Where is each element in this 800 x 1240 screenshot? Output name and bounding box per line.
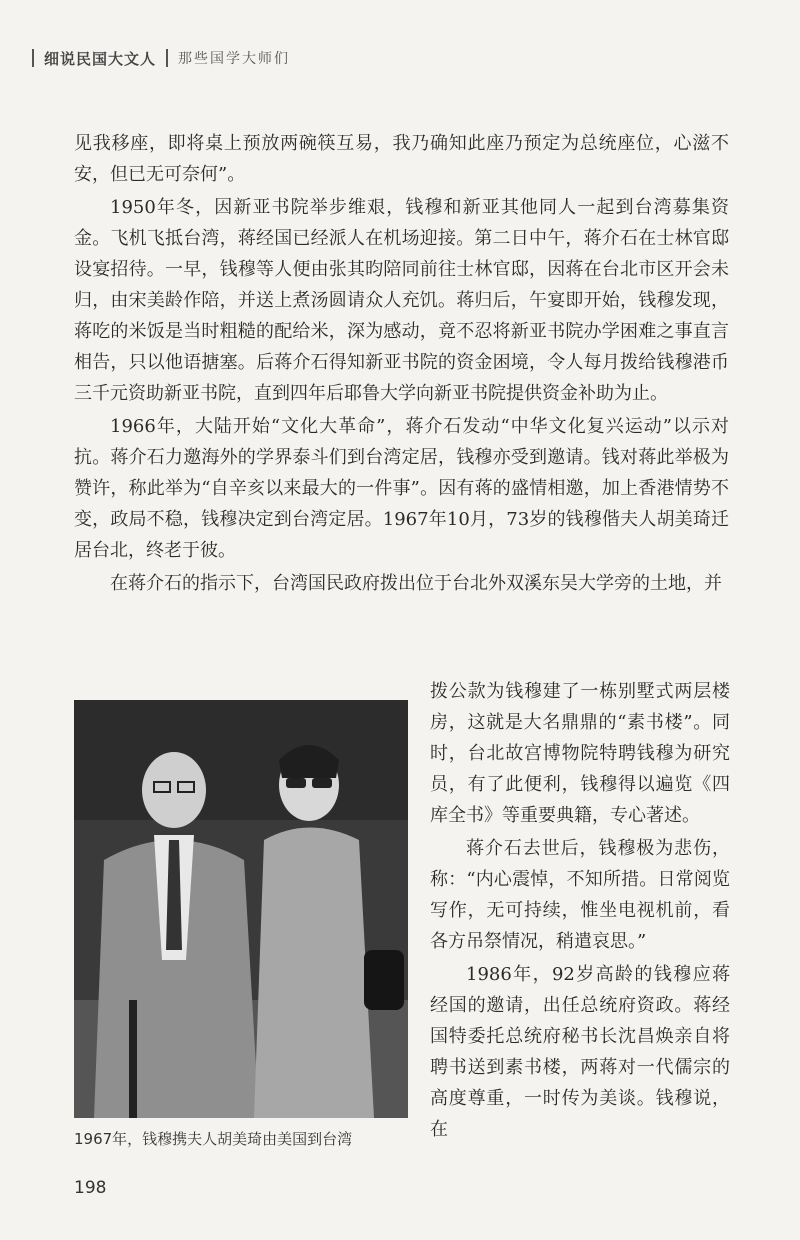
header-divider	[166, 49, 168, 67]
couple-photo-illustration	[74, 700, 408, 1118]
wrapped-text-column	[430, 676, 730, 1145]
section-title: 那些国学大师们	[178, 51, 291, 67]
paragraph-mourning: 蒋介石去世后，钱穆极为悲伤，称：“内心震悼，不知所措。日常阅览写作，无可持续，惟坐电视机前，看各方吊祭情况，稍遣哀思。”	[430, 838, 730, 952]
page-number: 198	[74, 1178, 107, 1198]
photo-caption: 1967年，钱穆携夫人胡美琦由美国到台湾	[74, 1130, 353, 1148]
paragraph-continued: 见我移座，即将桌上预放两碗筷互易，我乃确知此座乃预定为总统座位，心滋不安，但已无可奈何”。	[74, 133, 729, 185]
paragraph-1966: 1966年，大陆开始“文化大革命”，蒋介石发动“中华文化复兴运动”以示对抗。蒋介石力邀海外的学界泰斗们到台湾定居，钱穆亦受到邀请。钱对蒋此举极为赞许，称此举为“自辛亥以来最大的一件事”。因有蒋的盛情相邀，加上香港情势不变，政局不稳，钱穆决定到台湾定居。1967年10月，73岁的钱穆偕夫人胡美琦迁居台北，终老于彼。	[74, 416, 729, 561]
historical-photo	[74, 700, 408, 1118]
main-text-block	[74, 128, 729, 599]
running-header	[32, 44, 290, 72]
paragraph-sushulou-rest: 拨公款为钱穆建了一栋别墅式两层楼房，这就是大名鼎鼎的“素书楼”。同时，台北故宫博物院特聘钱穆为研究员，有了此便利，钱穆得以遍览《四库全书》等重要典籍，专心著述。	[430, 681, 730, 826]
paragraph-sushulou-lead: 在蒋介石的指示下，台湾国民政府拨出位于台北外双溪东吴大学旁的土地，并	[110, 573, 722, 594]
paragraph-1950: 1950年冬，因新亚书院举步维艰，钱穆和新亚其他同人一起到台湾募集资金。飞机飞抵台湾，蒋经国已经派人在机场迎接。第二日中午，蒋介石在士林官邸设宴招待。一早，钱穆等人便由张其昀陪同前往士林官邸，因蒋在台北市区开会未归，由宋美龄作陪，并送上煮汤圆请众人充饥。蒋归后，午宴即开始，钱穆发现，蒋吃的米饭是当时粗糙的配给米，深为感动，竟不忍将新亚书院办学困难之事直言相告，只以他语搪塞。后蒋介石得知新亚书院的资金困境，令人每月拨给钱穆港币三千元资助新亚书院，直到四年后耶鲁大学向新亚书院提供资金补助为止。	[74, 197, 729, 404]
header-divider	[32, 49, 34, 67]
paragraph-1986: 1986年，92岁高龄的钱穆应蒋经国的邀请，出任总统府资政。蒋经国特委托总统府秘书长沈昌焕亲自将聘书送到素书楼，两蒋对一代儒宗的高度尊重，一时传为美谈。钱穆说，在	[430, 964, 730, 1140]
book-title: 细说民国大文人	[44, 49, 157, 68]
